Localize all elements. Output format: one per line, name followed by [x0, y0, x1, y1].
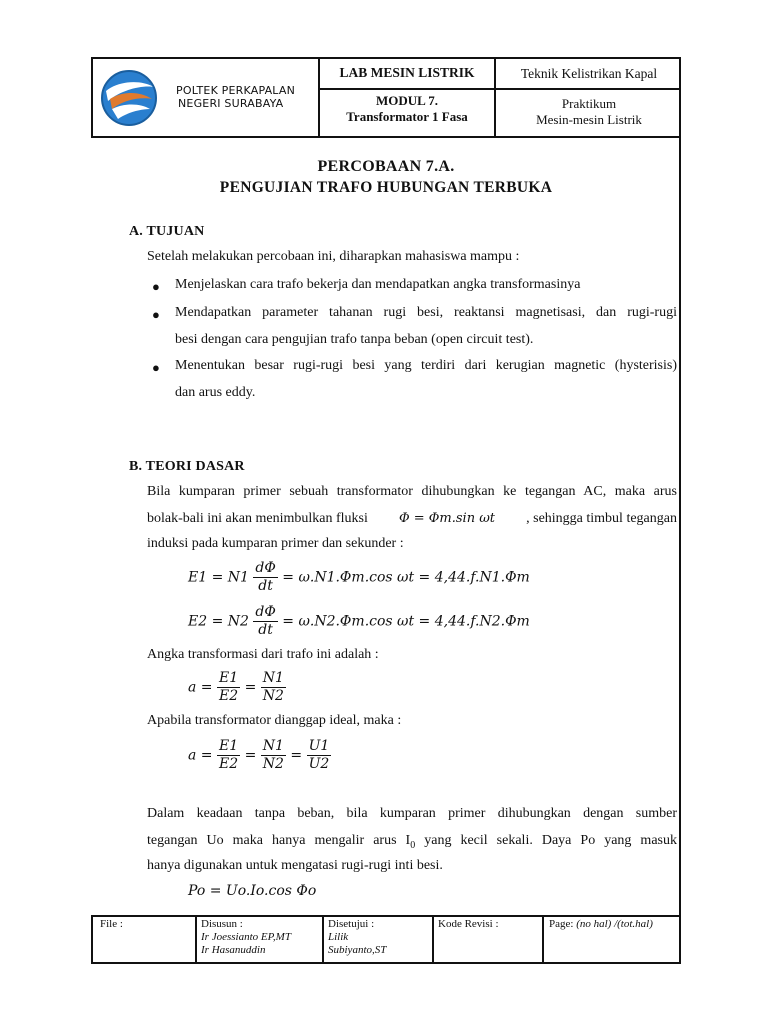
disetujui-name-2: Subiyanto,ST: [328, 944, 387, 956]
ideal-e-fraction: [217, 738, 240, 773]
ideal-n2: N2: [262, 756, 284, 772]
footer-left-line: [91, 915, 93, 964]
bullet-3-line-2: dan arus eddy.: [175, 385, 256, 400]
ideal-u1: U1: [308, 738, 330, 754]
section-b-p1-line-3: induksi pada kumparan primer dan sekunder :: [147, 536, 404, 551]
eq2-derivative: [253, 604, 277, 639]
equation-ideal: [188, 738, 331, 773]
eq2-right: = ω.N2.Φm.cos ωt = 4,44.f.N2.Φm: [282, 613, 530, 630]
lab-title: LAB MESIN LISTRIK: [339, 65, 475, 80]
disetujui-label: Disetujui :: [328, 918, 375, 930]
footer-divider-4: [542, 915, 544, 964]
bullet-3-line-1: Menentukan besar rugi-rugi besi yang terdiri dari kerugian magnetic (hysterisis): [175, 358, 677, 373]
bullet-3-icon: ●: [152, 360, 160, 375]
module-line-1: MODUL 7.: [375, 93, 439, 108]
section-b-p2-line-3: hanya digunakan untuk mengatasi rugi-rugi inti besi.: [147, 858, 443, 873]
institution-name: [176, 84, 295, 110]
ideal-text: Apabila transformator dianggap ideal, maka :: [147, 713, 402, 728]
section-a-intro: Setelah melakukan percobaan ini, diharapkan mahasiswa mampu :: [147, 249, 520, 264]
practicum-title: [497, 96, 681, 128]
bullet-2-line-1: Mendapatkan parameter tahanan rugi besi, reaktansi magnetisasi, dan rugi-rugi: [175, 305, 677, 320]
institution-line-1: POLTEK PERKAPALAN: [176, 84, 296, 97]
section-a-heading: A. TUJUAN: [129, 224, 205, 239]
ratio-e-fraction: [217, 670, 240, 705]
frame-left-line: [91, 57, 93, 137]
module-title: [320, 93, 494, 125]
ideal-n1: N1: [262, 738, 284, 754]
disetujui-name-1: Lilik: [328, 931, 349, 943]
eq1-right: = ω.N1.Φm.cos ωt = 4,44.f.N1.Φm: [282, 569, 530, 586]
ideal-u2: U2: [308, 756, 330, 772]
bullet-2-icon: ●: [152, 307, 160, 322]
ratio-e2: E2: [218, 688, 239, 704]
equation-e2: [188, 604, 530, 639]
section-b-heading: B. TEORI DASAR: [129, 459, 245, 474]
header-divider-middle: [494, 57, 496, 137]
disusun-name-1: Ir Joessianto EP,MT: [201, 931, 291, 943]
eq2-left: E2 = N2: [188, 613, 249, 630]
ideal-u-fraction: [307, 738, 332, 773]
footer-page: [549, 918, 653, 931]
experiment-number: PERCOBAAN 7.A.: [317, 158, 455, 175]
p1-line-2-start: bolak-bali ini akan menimbulkan fluksi: [147, 511, 368, 526]
ideal-eq-sign-2: =: [290, 747, 303, 764]
ratio-text: Angka transformasi dari trafo ini adalah :: [147, 647, 379, 662]
p2-line-2-subscript: 0: [410, 839, 416, 851]
institution-logo-icon: [100, 69, 158, 127]
ideal-n-fraction: [261, 738, 286, 773]
bullet-1-icon: ●: [152, 279, 160, 294]
page-label: Page:: [549, 918, 574, 930]
practicum-line-1: Praktikum: [561, 96, 617, 111]
footer-divider-2: [322, 915, 324, 964]
ratio-n-fraction: [261, 670, 286, 705]
practicum-line-2: Mesin-mesin Listrik: [536, 112, 642, 127]
footer-divider-1: [195, 915, 197, 964]
ratio-a: a =: [188, 679, 213, 696]
ideal-e2: E2: [218, 756, 239, 772]
ratio-n2: N2: [262, 688, 284, 704]
footer-kode-revisi: Kode Revisi :: [438, 918, 499, 930]
experiment-title: PENGUJIAN TRAFO HUBUNGAN TERBUKA: [219, 179, 553, 196]
eq1-dphi: dΦ: [255, 560, 276, 576]
ratio-eq-sign: =: [244, 679, 257, 696]
p2-line-2-start: tegangan Uo maka hanya mengalir arus I: [147, 833, 411, 848]
department-title: Teknik Kelistrikan Kapal: [520, 66, 658, 81]
module-line-2: Transformator 1 Fasa: [346, 109, 468, 124]
ideal-e1: E1: [218, 738, 239, 754]
equation-e1: [188, 560, 530, 595]
institution-line-2: NEGERI SURABAYA: [178, 97, 284, 110]
bullet-2-line-2: besi dengan cara pengujian trafo tanpa beban (open circuit test).: [175, 332, 534, 347]
disusun-name-2: Ir Hasanuddin: [201, 944, 266, 956]
footer-divider-3: [432, 915, 434, 964]
header-bottom-line: [91, 136, 681, 138]
ratio-n1: N1: [262, 670, 284, 686]
eq1-derivative: [253, 560, 277, 595]
eq2-dt: dt: [258, 622, 273, 638]
disusun-label: Disusun :: [201, 918, 243, 930]
p2-line-2-end: yang kecil sekali. Daya Po yang masuk: [415, 833, 677, 848]
page-value: (no hal) /(tot.hal): [576, 918, 653, 930]
footer-disusun: [201, 918, 291, 957]
section-b-p2-line-1: Dalam keadaan tanpa beban, bila kumparan primer dihubungkan dengan sumber: [147, 806, 677, 821]
eq1-left: E1 = N1: [188, 569, 249, 586]
section-b-p1-line-1: Bila kumparan primer sebuah transformator dihubungkan ke tegangan AC, maka arus: [147, 484, 677, 499]
section-b-p1-line-2: [147, 505, 677, 533]
footer-file: File :: [100, 918, 123, 930]
ratio-e1: E1: [218, 670, 239, 686]
flux-formula: Φ = Φm.sin ωt: [398, 511, 496, 526]
equation-po: Po = Uo.Io.cos Φo: [188, 883, 317, 899]
eq1-dt: dt: [258, 578, 273, 594]
footer-disetujui: [328, 918, 386, 957]
eq2-dphi: dΦ: [255, 604, 276, 620]
equation-ratio: [188, 670, 286, 705]
bullet-1-text: Menjelaskan cara trafo bekerja dan mendapatkan angka transformasinya: [175, 277, 581, 292]
ideal-eq-sign-1: =: [244, 747, 257, 764]
ideal-a: a =: [188, 747, 213, 764]
p1-line-2-end: , sehingga timbul tegangan: [526, 511, 677, 526]
